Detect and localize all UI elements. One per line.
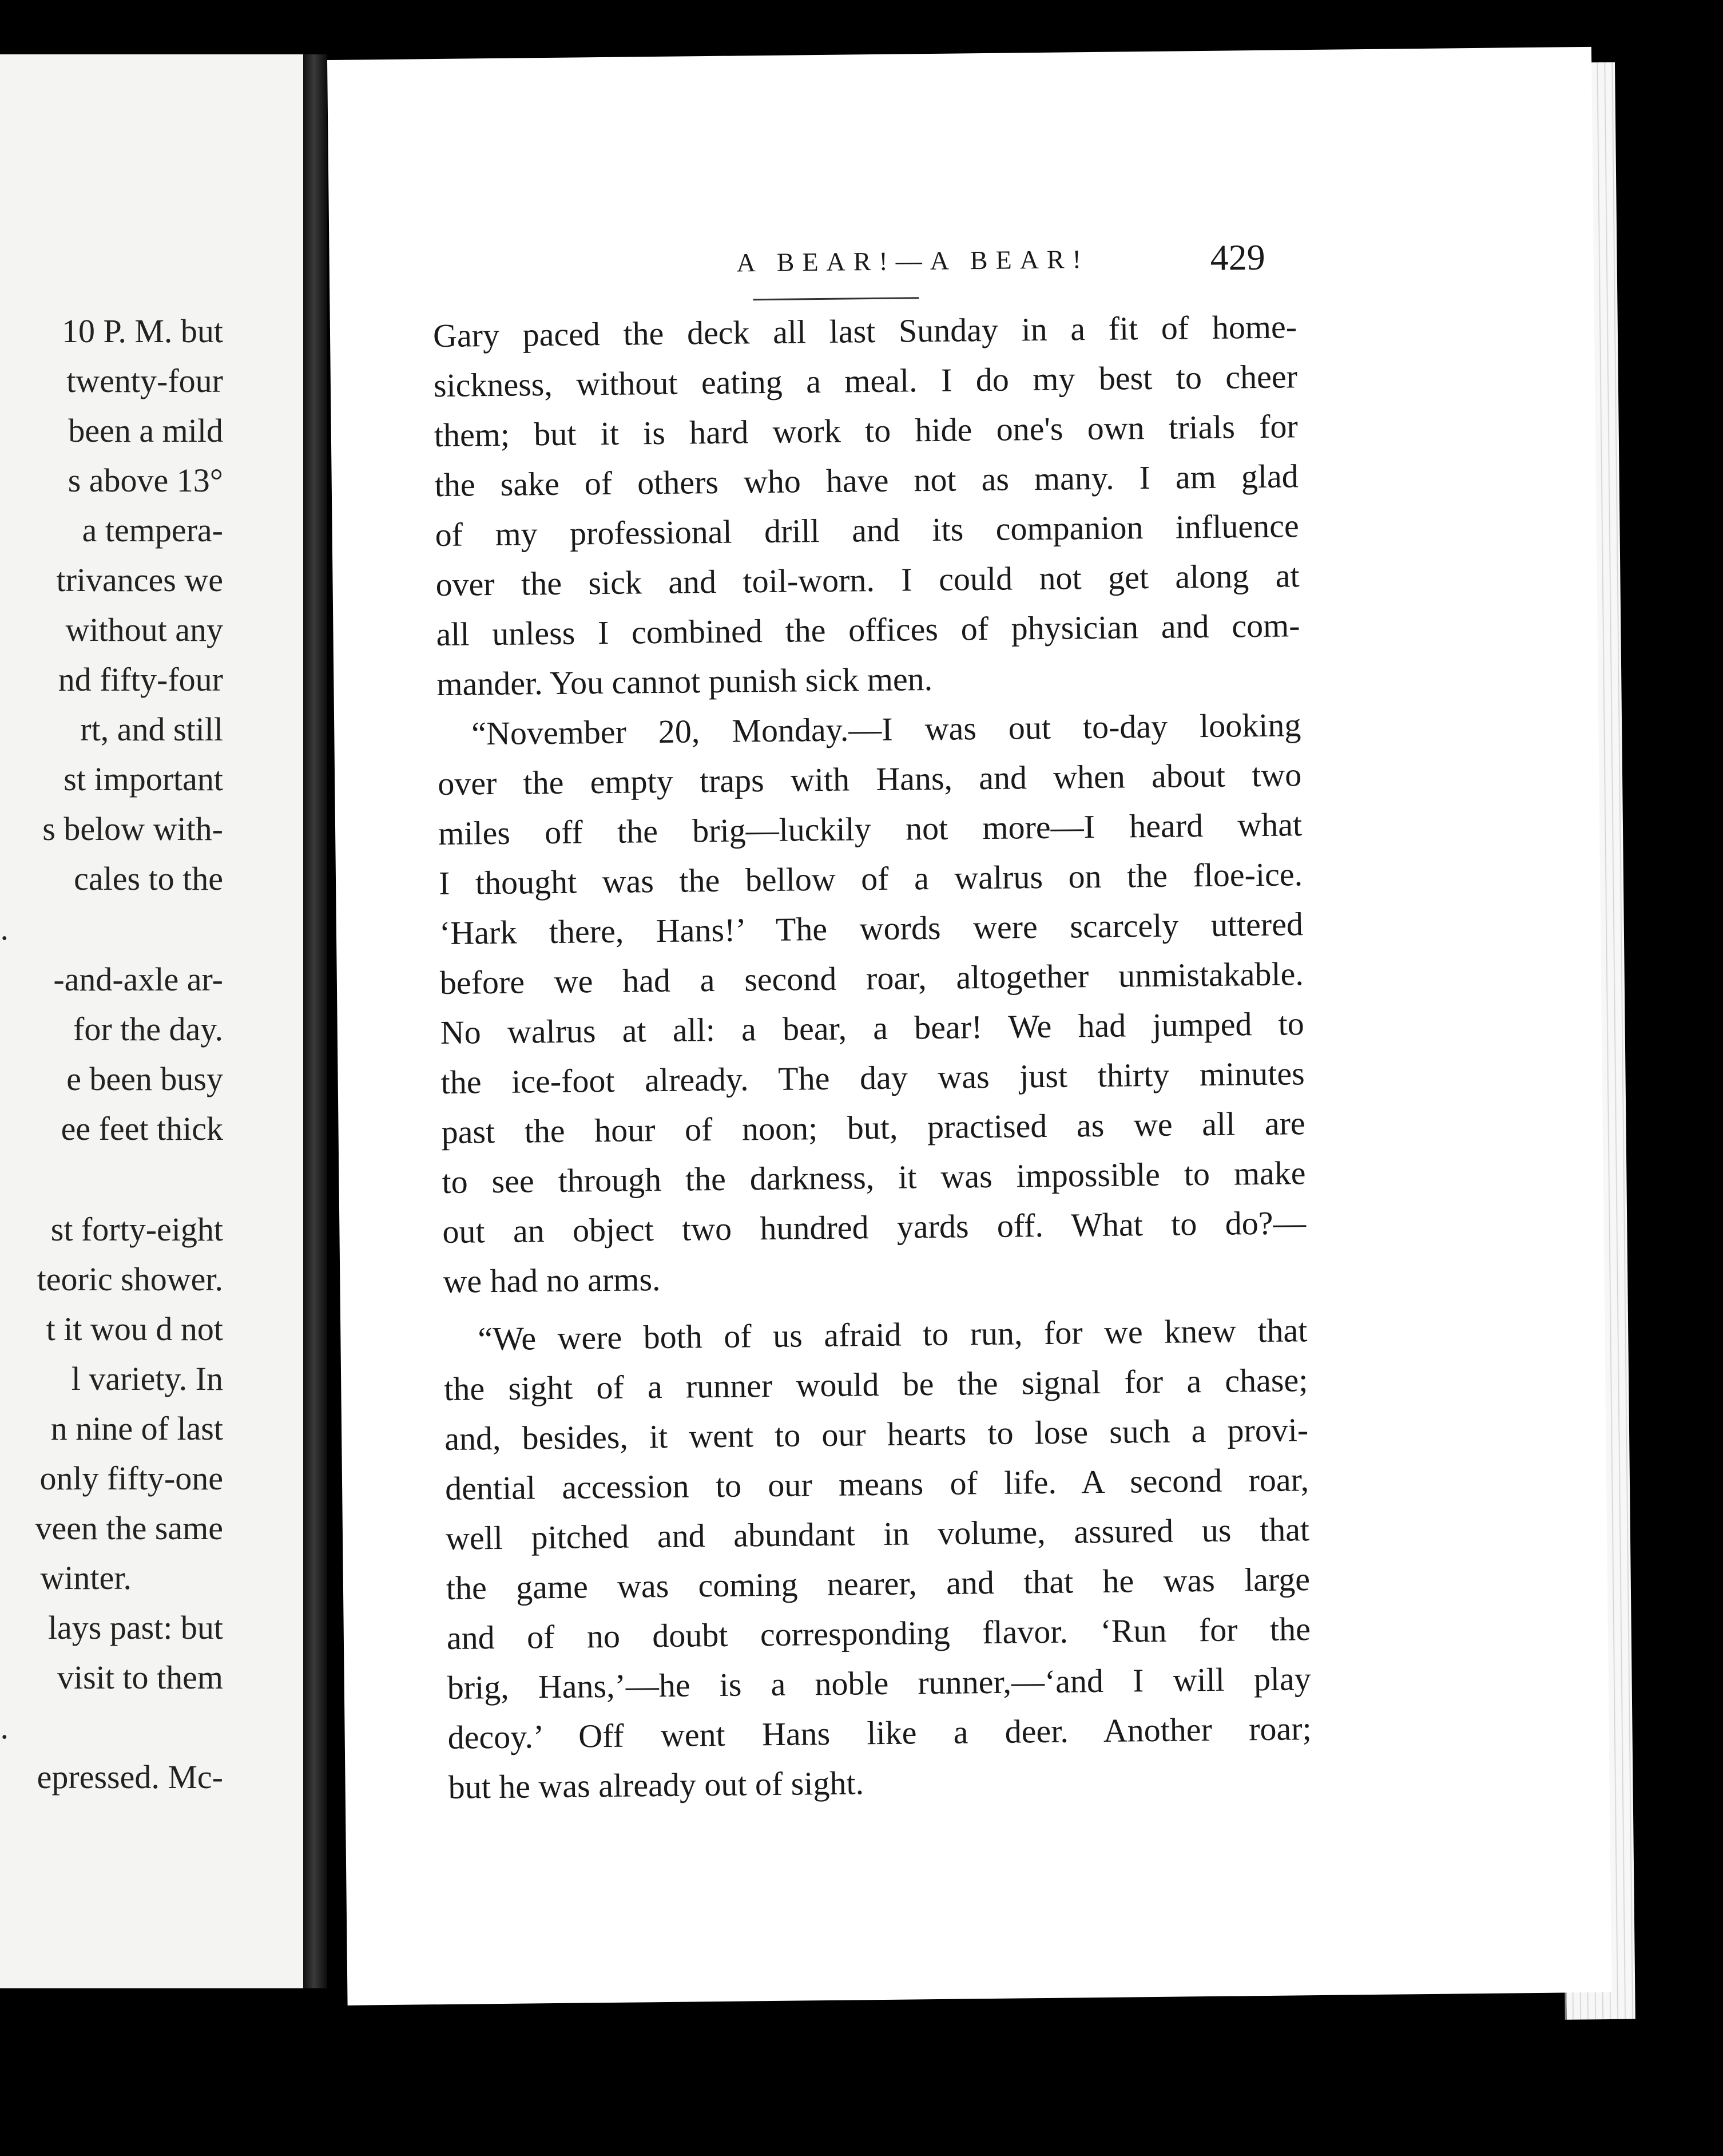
right-page [327, 47, 1611, 2006]
text-line: “We were both of us afraid to run, for we knew that [478, 1311, 1308, 1358]
paragraph [433, 302, 1301, 709]
text-line: the sight of a runner would be the signal for a chase; [443, 1361, 1308, 1408]
left-page-line: without any [65, 611, 223, 648]
text-line: the ice-foot already. The day was just thirty minutes [440, 1055, 1305, 1101]
text-line: Gary paced the deck all last Sunday in a fit of home- [432, 308, 1297, 355]
text-line: brig, Hans,’—he is a noble runner,—‘and I will play [447, 1660, 1312, 1706]
text-line: decoy.’ Off went Hans like a deer. Another roar; [447, 1710, 1312, 1756]
left-page-line: l variety. In [71, 1360, 223, 1397]
text-line: ‘Hark there, Hans!’ The words were scarcely uttered [439, 905, 1304, 952]
left-page-line: trivances we [56, 561, 223, 599]
left-page-line: t it wou d not [46, 1310, 223, 1348]
left-page-line: n nine of last [50, 1410, 223, 1447]
text-line: “November 20, Monday.—I was out to-day looking [471, 706, 1301, 752]
text-line: over the sick and toil-worn. I could not get along at [435, 557, 1300, 604]
text-line: we had no arms. [443, 1261, 661, 1300]
text-line: the sake of others who have not as many. I am glad [434, 457, 1299, 504]
text-line: of my professional drill and its companion influence [435, 507, 1299, 554]
left-page-line: epressed. Mc- [37, 1758, 223, 1796]
left-page-line: -and-axle ar- [53, 961, 223, 998]
left-page-line: veen the same [35, 1509, 223, 1547]
text-line: and, besides, it went to our hearts to lose such a provi- [444, 1411, 1309, 1457]
left-page-line: only fifty-one [39, 1460, 223, 1497]
left-page-line: st important [63, 760, 223, 798]
left-page-line: cales to the [74, 860, 223, 897]
left-page-line: st forty-eight [50, 1211, 223, 1248]
book-gutter [303, 54, 327, 1988]
text-line: to see through the darkness, it was impossible to make [442, 1154, 1306, 1201]
left-page-line: visit to them [57, 1659, 223, 1696]
text-line: them; but it is hard work to hide one's own trials for [434, 407, 1299, 454]
text-line: and of no doubt corresponding flavor. ‘Run for the [446, 1610, 1311, 1656]
body-text [433, 302, 1312, 1812]
text-line: past the hour of noon; but, practised as we all are [441, 1104, 1305, 1151]
left-page-line: ee feet thick [61, 1110, 223, 1147]
text-line: but he was already out of sight. [448, 1764, 864, 1806]
text-line: all unless I combined the offices of physician and com- [436, 607, 1300, 653]
text-line: over the empty traps with Hans, and when about two [437, 756, 1302, 803]
text-line: out an object two hundred yards off. What to do?— [442, 1204, 1307, 1251]
left-page-line: s above 13° [68, 462, 223, 499]
running-head: A BEAR!—A BEAR! [736, 244, 1090, 278]
left-page-line: a tempera- [82, 512, 223, 549]
text-line: before we had a second roar, altogether unmistakable. [439, 955, 1304, 1002]
left-page-line: . [0, 910, 9, 947]
text-line: dential accession to our means of life. A second roar, [444, 1461, 1309, 1507]
left-page-line: teoric shower. [37, 1261, 223, 1298]
paragraph [437, 700, 1307, 1306]
text-line: well pitched and abundant in volume, assured us that [445, 1511, 1310, 1557]
text-line: the game was coming nearer, and that he was large [446, 1560, 1311, 1607]
left-page-line: twenty-four [66, 362, 223, 399]
text-line: I thought was the bellow of a walrus on the floe-ice. [438, 855, 1303, 902]
left-page-line: e been busy [66, 1060, 223, 1097]
left-page-line: nd fifty-four [58, 661, 223, 698]
text-line: mander. You cannot punish sick men. [436, 660, 933, 703]
left-page-line: 10 P. M. but [61, 312, 223, 350]
left-page-line: rt, and still [80, 711, 223, 748]
left-page-line: . [0, 1709, 9, 1746]
text-line: sickness, without eating a meal. I do my best to cheer [433, 358, 1298, 405]
text-line: miles off the brig—luckily not more—I heard what [438, 806, 1303, 853]
left-page [0, 54, 307, 1988]
left-page-line: s below with- [42, 810, 223, 847]
left-page-line: for the day. [73, 1010, 223, 1048]
paragraph [443, 1305, 1312, 1812]
left-page-line: lays past: but [47, 1609, 223, 1646]
left-page-line: winter. [40, 1559, 132, 1596]
page-number: 429 [1210, 236, 1266, 278]
running-head-rule [753, 297, 919, 300]
left-page-line: been a mild [68, 412, 223, 449]
text-line: No walrus at all: a bear, a bear! We had jumped to [440, 1005, 1305, 1052]
